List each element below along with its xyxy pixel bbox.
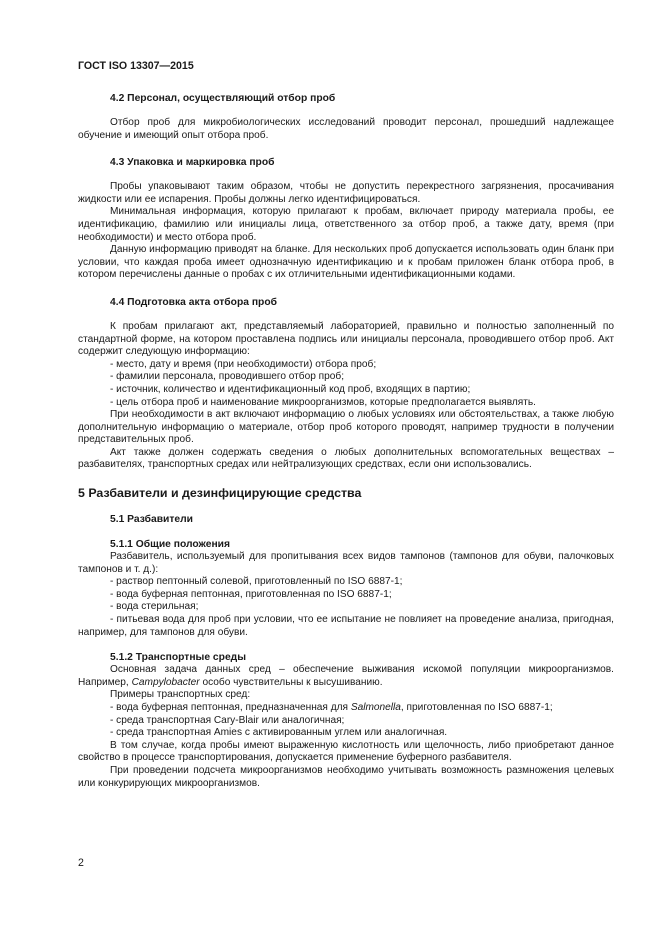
section-5-1-1-heading: 5.1.1 Общие положения (110, 539, 230, 551)
page-number: 2 (78, 857, 84, 869)
section-5-1-1-paragraph-1: Разбавитель, используемый для пропитывания всех видов тампонов (тампонов для обуви, палочковых тампонов и т. д.): (78, 551, 614, 575)
section-4-2-paragraph-1: Отбор проб для микробиологических исследований проводит персонал, прошедший надлежащее обучение и имеющий опыт отбора проб. (78, 117, 614, 141)
section-4-3-heading: 4.3 Упаковка и маркировка проб (110, 157, 275, 169)
section-4-3-paragraph-2: Минимальная информация, которую прилагают к пробам, включает природу материала пробы, ее идентификацию, фамилию или инициалы лица, ответственного за отбор проб, а также дату, время (при необходимости) и место отбора проб. (78, 206, 614, 243)
section-5-1-1-bullet-last: - питьевая вода для проб при условии, что ее испытание не повлияет на проведение анализа, пригодная, например, для тампонов для обуви. (78, 614, 614, 638)
section-5-1-1-bullet: - вода стерильная; (110, 601, 199, 613)
section-4-4-paragraph-2: При необходимости в акт включают информацию о любых условиях или обстоятельствах, а также любую дополнительную информацию о материале, отбор проб которого проводят, например трудности в получении представительных проб. (78, 409, 614, 446)
section-4-2-heading: 4.2 Персонал, осуществляющий отбор проб (110, 93, 336, 104)
section-5-1-heading: 5.1 Разбавители (110, 514, 194, 526)
section-4-3-paragraph-3: Данную информацию приводят на бланке. Для нескольких проб допускается использовать один бланк при условии, что каждая проба имеет однозначную идентификацию и к пробам приложен бланк отбора проб, в котором перечислены данные о пробах с их отличительными идентификационными кодами. (78, 244, 614, 281)
section-4-4-bullet: - источник, количество и идентификационный код проб, входящих в партию; (110, 383, 471, 395)
section-5-1-2-paragraph-2: Примеры транспортных сред: (110, 689, 251, 701)
section-4-4-heading: 4.4 Подготовка акта отбора проб (110, 296, 277, 308)
section-5-1-2-bullet (78, 702, 614, 715)
section-5-1-2-bullet: - среда транспортная Cary-Blair или аналогичная; (110, 714, 345, 726)
document-page (78, 60, 614, 790)
organism-name-italic: Salmonella (350, 702, 401, 713)
section-4-4-bullet: - фамилии персонала, проводившего отбор проб; (110, 371, 345, 383)
document-id: ГОСТ ISO 13307—2015 (78, 60, 194, 72)
section-4-4-bullet: - место, дату и время (при необходимости) отбора проб; (110, 358, 377, 370)
section-5-1-1-bullet: - вода буферная пептонная, приготовленная по ISO 6887-1; (110, 588, 392, 600)
section-4-4-paragraph-3: Акт также должен содержать сведения о любых дополнительных вспомогательных веществах – разбавителях, транспортных средах или нейтрализующих средствах, если они использовались. (78, 446, 614, 471)
section-5-1-2-heading: 5.1.2 Транспортные среды (110, 652, 247, 664)
section-4-4-paragraph-1: К пробам прилагают акт, представляемый лабораторией, правильно и полностью заполненный по стандартной форме, на котором проставлена подпись или инициалы персонала, проводившего отбор проб. Акт содержит следующую информацию: (78, 320, 614, 358)
text-run: особо чувствительны к высушиванию. (199, 676, 383, 688)
text-run: - вода буферная пептонная, предназначенная для (110, 702, 351, 713)
section-4-3-paragraph-1: Пробы упаковывают таким образом, чтобы не допустить перекрестного загрязнения, просачивания жидкости или ее испарения. Пробы должны легко идентифицироваться. (78, 181, 614, 205)
organism-name-italic: Campylobacter (131, 676, 200, 688)
text-run: Основная задача данных сред – обеспечение выживания искомой популяции микроорганизмов. Например, (78, 664, 614, 688)
section-5-1-2-paragraph-1 (78, 664, 614, 689)
section-5-1-2-paragraph-4: При проведении подсчета микроорганизмов необходимо учитывать возможность размножения целевых или конкурирующих микроорганизмов. (78, 764, 614, 789)
section-5-1-2-bullet: - среда транспортная Amies с активированным углем или аналогичная. (110, 727, 448, 739)
section-5-1-1-bullet: - раствор пептонный солевой, приготовленный по ISO 6887-1; (110, 576, 403, 588)
section-5-1-2-paragraph-3: В том случае, когда пробы имеют выраженную кислотность или щелочность, либо приобретают данное свойство в процессе транспортирования, допускается применение буферного разбавителя. (78, 739, 614, 764)
section-4-4-bullet: - цель отбора проб и наименование микроорганизмов, которые предполагается выявлять. (110, 396, 536, 408)
text-run: , приготовленная по ISO 6887-1; (400, 702, 553, 713)
section-5-heading: 5 Разбавители и дезинфицирующие средства (78, 486, 362, 501)
